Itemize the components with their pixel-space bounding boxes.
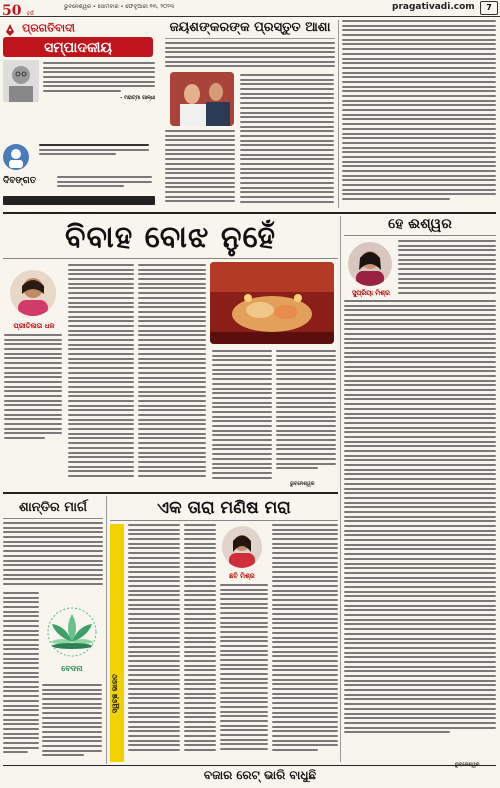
main-article-col-1 bbox=[68, 264, 134, 488]
lotus-illustration bbox=[42, 602, 102, 680]
top-article-photo bbox=[170, 72, 234, 126]
section-banner bbox=[3, 37, 153, 57]
founder-label: ଦିବଙ୍ଗତ bbox=[3, 176, 37, 186]
dateline: ଭୁବନେଶ୍ୱର • ସୋମବାର • ଫେବୃଆରୀ ୧୩, ୨୦୨୩ bbox=[64, 4, 175, 10]
main-article-col-2 bbox=[138, 264, 206, 488]
brand-name: ପ୍ରଗତିବାଦୀ bbox=[22, 21, 75, 35]
main-headline: ବିବାହ ବୋଝ ନୁହେଁ bbox=[64, 220, 277, 255]
main-article-col-3 bbox=[212, 350, 272, 488]
masthead bbox=[0, 0, 500, 17]
founder-avatar bbox=[3, 144, 29, 170]
wedding-photo bbox=[210, 262, 334, 344]
right-author-photo bbox=[348, 242, 392, 286]
ektara-col-3 bbox=[220, 584, 268, 762]
ektara-headline: ଏକ ତାରା ମଣିଷ ମରା bbox=[157, 498, 291, 518]
ektara-col-4 bbox=[272, 524, 338, 762]
top-headline: ଜୟଶଙ୍କରଙ୍କ ପ୍ରସ୍ତୁତ ଆଶା bbox=[169, 20, 331, 35]
contact-bar bbox=[3, 196, 155, 212]
pen-logo-icon bbox=[3, 22, 17, 36]
ektara-col-2 bbox=[184, 524, 216, 762]
shanti-body-left bbox=[3, 592, 39, 762]
section-title: ସମ୍ପାଦକୀୟ bbox=[44, 40, 112, 56]
main-author-photo bbox=[10, 270, 56, 316]
main-author-name: ପ୍ରୀତିଲତା ଧଳ bbox=[13, 322, 55, 330]
right-article-intro bbox=[398, 240, 496, 298]
main-author-bio bbox=[4, 334, 62, 484]
top-article-col-a bbox=[240, 74, 334, 208]
anniversary-number: 50 bbox=[2, 3, 22, 19]
brand-name-row bbox=[3, 18, 158, 34]
right-headline: ହେ ଈଶ୍ୱର bbox=[388, 216, 452, 232]
quote-author: - ମହାତ୍ମା ଗାନ୍ଧୀ bbox=[120, 94, 155, 101]
page-number-box: 7 bbox=[480, 1, 498, 15]
shanti-body-top bbox=[3, 522, 103, 590]
website: pragativadi.com bbox=[392, 2, 475, 12]
ektara-author-name: ଛବି ମିଶ୍ର bbox=[229, 572, 255, 580]
anniversary-text: ବର୍ଷ bbox=[26, 11, 34, 17]
right-article-body bbox=[344, 300, 496, 756]
top-article-col-b bbox=[165, 130, 235, 208]
side-label: ସ୍ୱଚ୍ଛ ଭାରତ bbox=[111, 674, 119, 714]
gandhi-portrait bbox=[3, 60, 39, 102]
main-end-mark: ଭୁବନେଶ୍ୱର bbox=[290, 481, 315, 487]
right-author-name: ସୁପ୍ରିୟା ମିଶ୍ର bbox=[352, 289, 390, 297]
ektara-col-1 bbox=[128, 524, 180, 762]
brand-block bbox=[3, 18, 158, 136]
bazar-headline: ବଜାର ରେଟ୍ ଭାରି ବାଧୁଛି bbox=[203, 768, 317, 782]
quote-text bbox=[43, 62, 155, 101]
top-article-body bbox=[165, 42, 335, 72]
right-top-article-body bbox=[342, 20, 496, 208]
anniversary-logo bbox=[2, 0, 34, 19]
contact-email: editor@pragativadi.com / feature@pragativadi.com bbox=[5, 208, 98, 212]
main-article-col-4 bbox=[276, 350, 336, 478]
founder-block bbox=[3, 140, 158, 212]
shanti-body-bottom bbox=[42, 684, 102, 764]
shanti-headline: ଶାନ୍ତିର ମାର୍ଗ bbox=[19, 500, 87, 515]
ektara-side-banner bbox=[110, 524, 124, 762]
shanti-tag: ବେଦନା bbox=[61, 664, 83, 673]
ektara-author-photo bbox=[222, 526, 262, 568]
